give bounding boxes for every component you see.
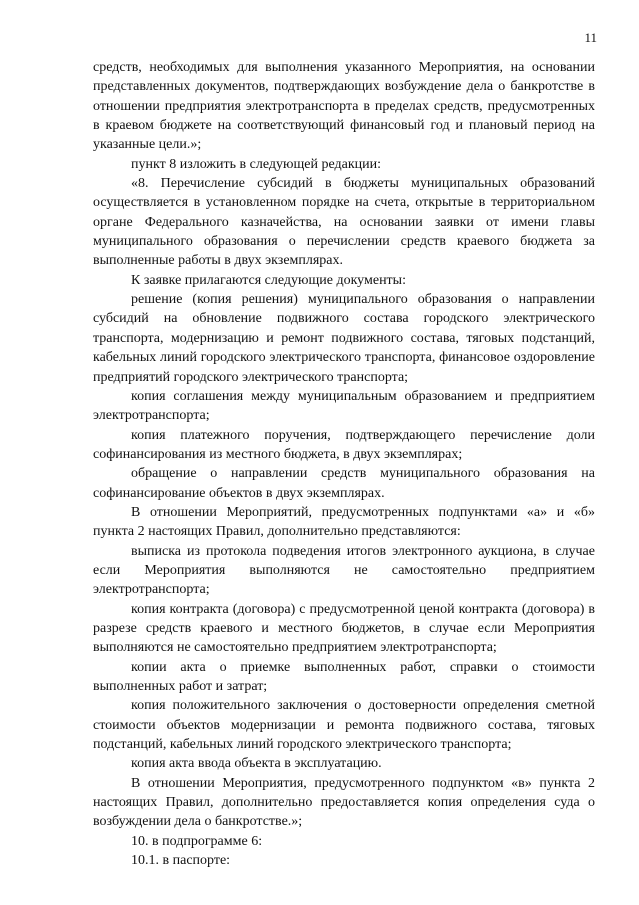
paragraph-11: копия контракта (договора) с предусмотренной ценой контракта (договора) в разрезе средств краевого и местного бюджетов, в случае если Мероприятия выполняются не самостоятельно предприятием электротранспорта; — [93, 601, 595, 656]
paragraph-5: решение (копия решения) муниципального образования о направлении субсидий на обновление подвижного состава городского электрического транспорта, модернизацию и ремонт подвижного состава, тяговых подстанций, кабельных линий городского электрического транспорта, финансовое оздоровление предприятий городского электрического транспорта; — [93, 292, 595, 385]
paragraph-3: «8. Перечисление субсидий в бюджеты муниципальных образований осуществляется в установленном порядке на счета, открытые в территориальном органе Федерального казначейства, на основании заявки от имени главы муниципального образования о перечислении средств краевого бюджета за выполненные работы в двух экземплярах. — [93, 176, 595, 269]
paragraph-10: выписка из протокола подведения итогов электронного аукциона, в случае если Мероприятия выполняются не самостоятельно предприятием электротранспорта; — [93, 543, 595, 598]
paragraph-15: В отношении Мероприятия, предусмотренного подпунктом «в» пункта 2 настоящих Правил, дополнительно предоставляется копия определения суда о возбуждении дела о банкротстве.»; — [93, 775, 595, 830]
paragraph-16: 10. в подпрограмме 6: — [131, 833, 263, 849]
paragraph-1: средств, необходимых для выполнения указанного Мероприятия, на основании представленных документов, подтверждающих возбуждение дела о банкротстве в отношении предприятия электротранспорта в пределах средств, предусмотренных в краевом бюджете на соответствующий финансовый год и плановый период на указанные цели.»; — [93, 60, 595, 153]
paragraph-4: К заявке прилагаются следующие документы: — [131, 272, 406, 288]
paragraph-12: копии акта о приемке выполненных работ, справки о стоимости выполненных работ и затрат; — [93, 659, 595, 694]
paragraph-7: копия платежного поручения, подтверждающего перечисление доли софинансирования из местного бюджета, в двух экземплярах; — [93, 427, 595, 462]
paragraph-8: обращение о направлении средств муниципального образования на софинансирование объектов в двух экземплярах. — [93, 466, 595, 501]
paragraph-13: копия положительного заключения о достоверности определения сметной стоимости объектов модернизации и ремонта подвижного состава, тяговых подстанций, кабельных линий городского электрического транспорта; — [93, 698, 595, 753]
paragraph-9: В отношении Мероприятий, предусмотренных подпунктами «а» и «б» пункта 2 настоящих Правил, дополнительно представляются: — [93, 504, 595, 540]
paragraph-14: копия акта ввода объекта в эксплуатацию. — [131, 756, 382, 772]
document-body — [93, 58, 595, 870]
paragraph-6: копия соглашения между муниципальным образованием и предприятием электротранспорта; — [93, 388, 595, 424]
paragraph-2: пункт 8 изложить в следующей редакции: — [131, 156, 381, 172]
page-number: 11 — [584, 30, 597, 45]
paragraph-17: 10.1. в паспорте: — [131, 853, 231, 869]
